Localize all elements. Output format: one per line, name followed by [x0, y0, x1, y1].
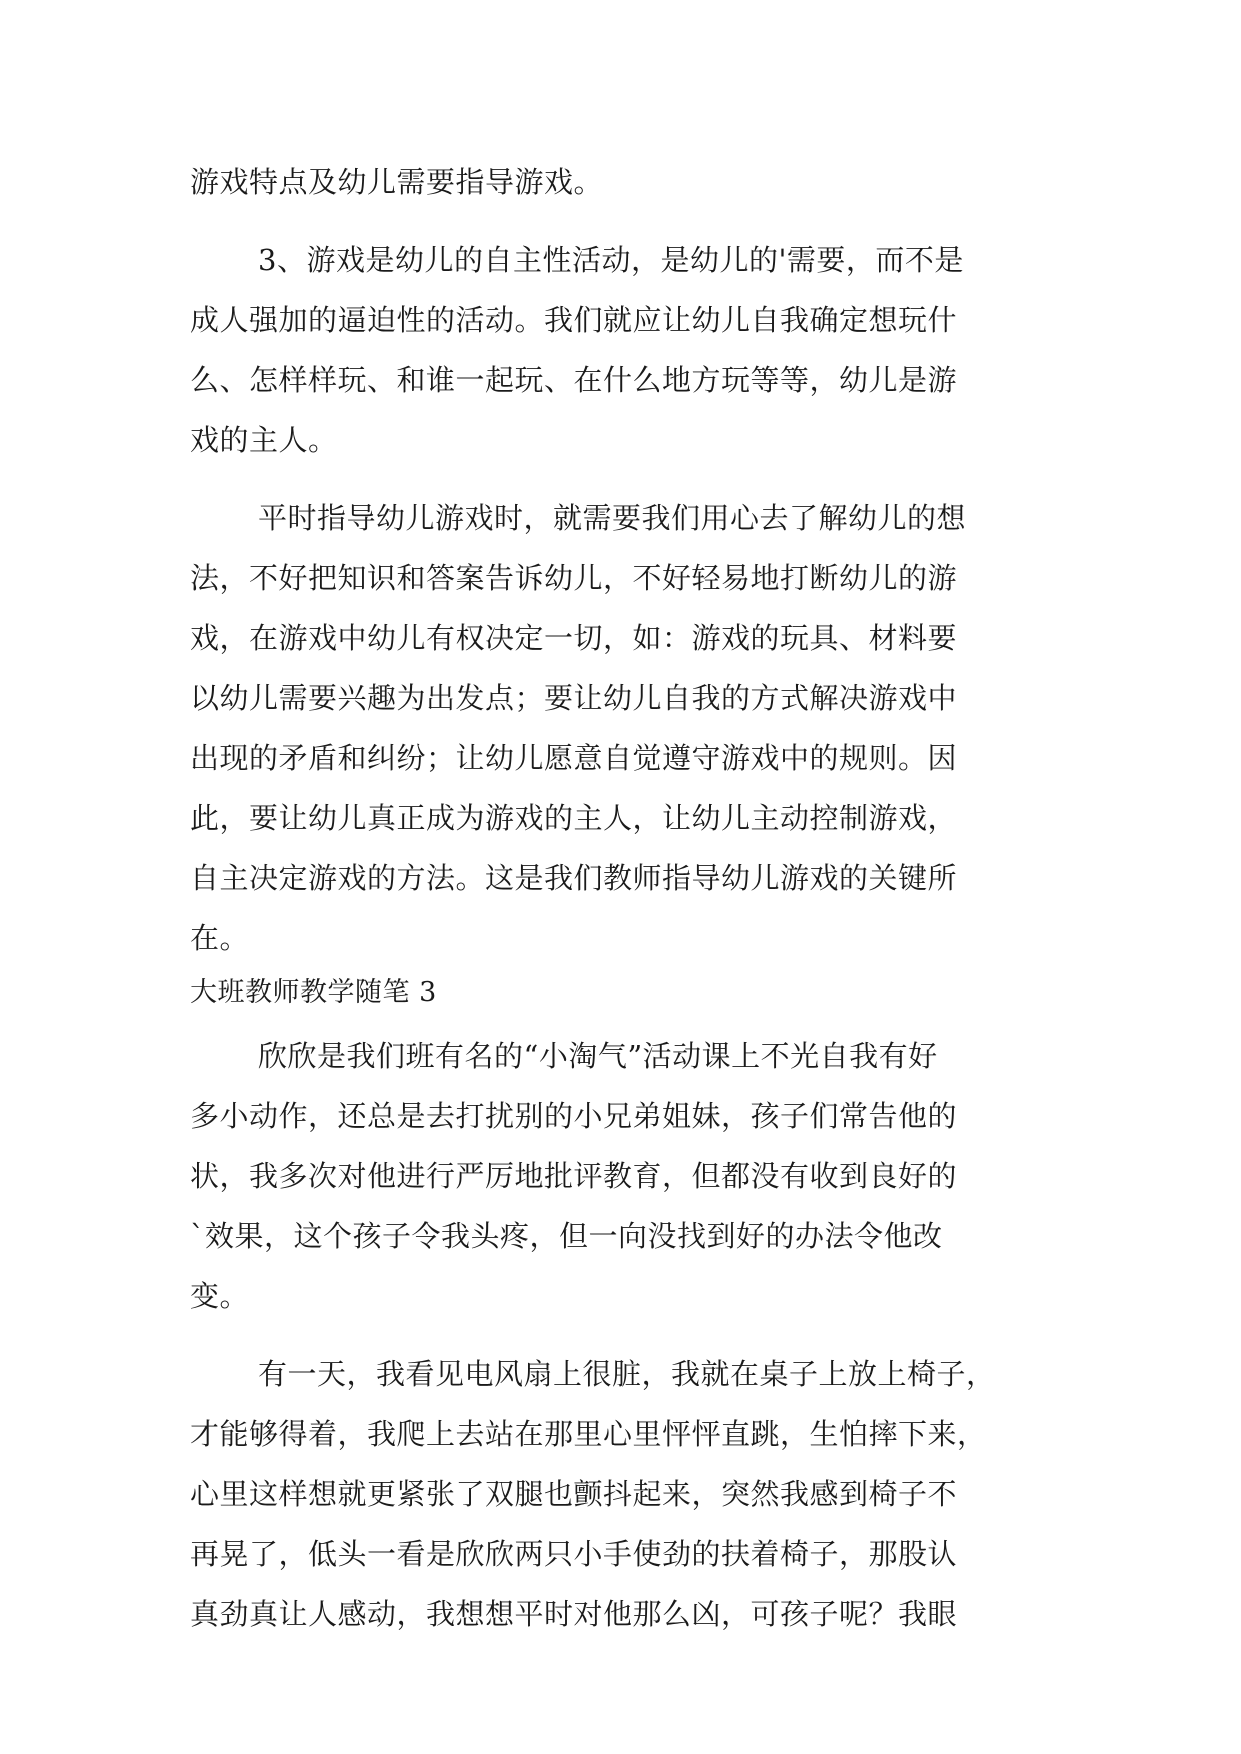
paragraph-line: 变。: [190, 1279, 250, 1313]
paragraph-line: 出现的矛盾和纠纷；让幼儿愿意自觉遵守游戏中的规则。因: [190, 741, 958, 775]
paragraph-line: 此，要让幼儿真正成为游戏的主人，让幼儿主动控制游戏，: [190, 801, 958, 835]
paragraph-line: 以幼儿需要兴趣为出发点；要让幼儿自我的方式解决游戏中: [190, 681, 958, 715]
paragraph-line: 3、游戏是幼儿的自主性活动，是幼儿的'需要，而不是: [258, 243, 964, 277]
paragraph-line: 平时指导幼儿游戏时，就需要我们用心去了解幼儿的想: [258, 501, 967, 535]
paragraph-line: 自主决定游戏的方法。这是我们教师指导幼儿游戏的关键所: [190, 861, 958, 895]
paragraph-line: 成人强加的逼迫性的活动。我们就应让幼儿自我确定想玩什: [190, 303, 958, 337]
paragraph-line: 有一天，我看见电风扇上很脏，我就在桌子上放上椅子，: [258, 1357, 996, 1391]
paragraph-line: 心里这样想就更紧张了双腿也颤抖起来，突然我感到椅子不: [190, 1477, 958, 1511]
paragraph-line: 才能够得着，我爬上去站在那里心里怦怦直跳，生怕摔下来，: [190, 1417, 987, 1451]
section-heading: 大班教师教学随笔 3: [190, 977, 437, 1008]
paragraph-line: 戏，在游戏中幼儿有权决定一切，如：游戏的玩具、材料要: [190, 621, 958, 655]
paragraph-line: 多小动作，还总是去打扰别的小兄弟姐妹，孩子们常告他的: [190, 1099, 958, 1133]
paragraph-line: 游戏特点及幼儿需要指导游戏。: [190, 165, 604, 199]
paragraph-line: 戏的主人。: [190, 423, 338, 457]
body-text: [190, 152, 1052, 1644]
paragraph-line: 真劲真让人感动，我想想平时对他那么凶，可孩子呢？我眼: [190, 1597, 958, 1631]
paragraph-line: 在。: [190, 921, 250, 955]
paragraph-line: 法，不好把知识和答案告诉幼儿，不好轻易地打断幼儿的游: [190, 561, 958, 595]
paragraph-line: 么、怎样样玩、和谁一起玩、在什么地方玩等等，幼儿是游: [190, 363, 958, 397]
paragraph-line: `效果，这个孩子令我头疼，但一向没找到好的办法令他改: [190, 1219, 943, 1253]
paragraph-line: 欣欣是我们班有名的“小淘气”活动课上不光自我有好: [258, 1039, 938, 1073]
paragraph-line: 状，我多次对他进行严厉地批评教育，但都没有收到良好的: [190, 1159, 958, 1193]
paragraph-line: 再晃了，低头一看是欣欣两只小手使劲的扶着椅子，那股认: [190, 1537, 958, 1571]
